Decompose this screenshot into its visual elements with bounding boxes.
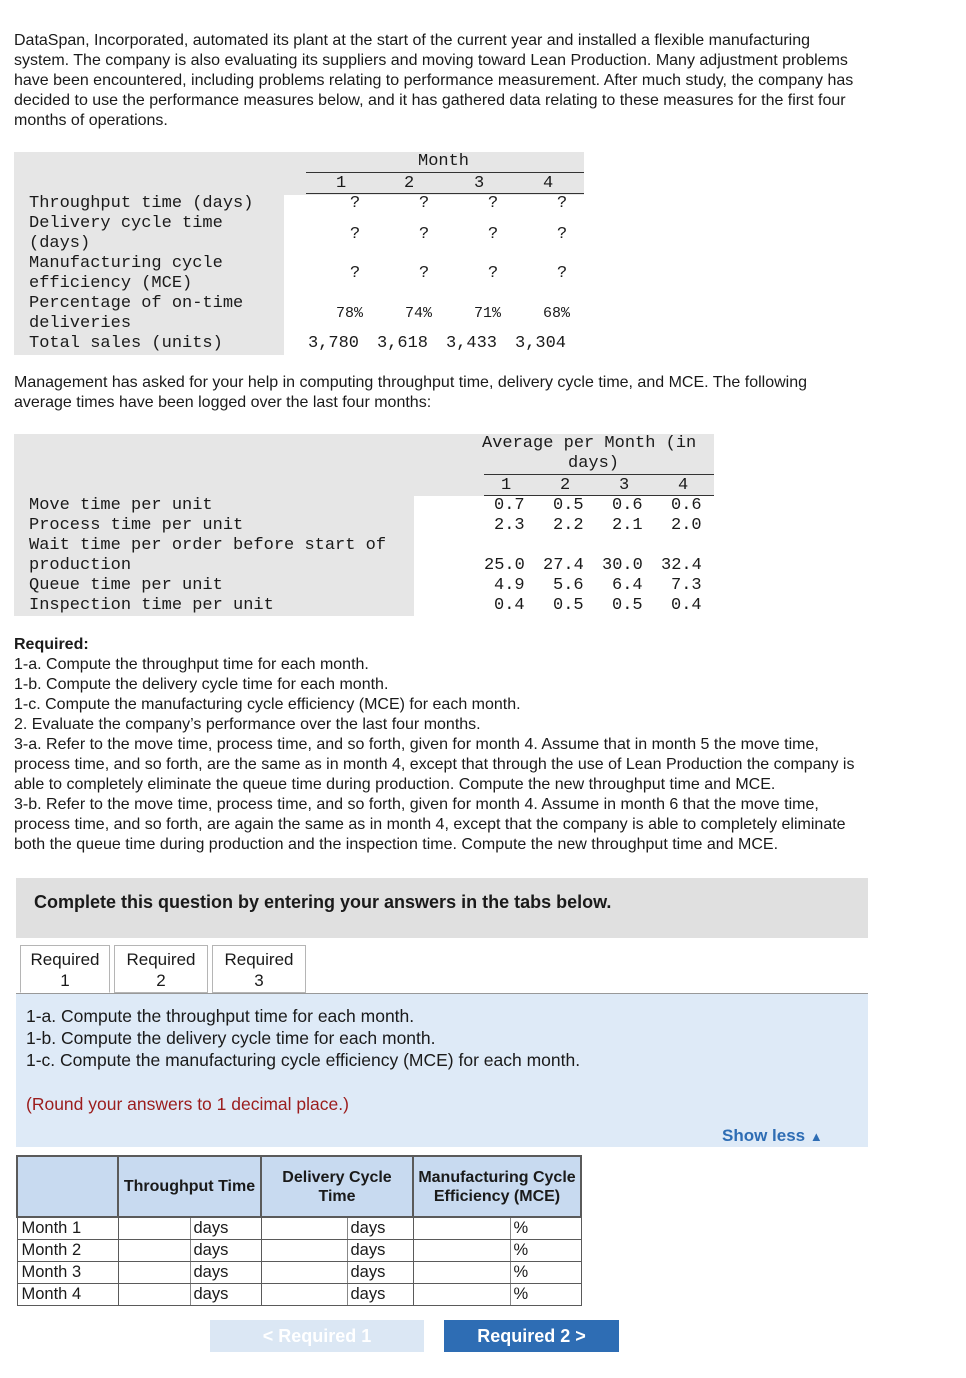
delivery-input[interactable]: [262, 1262, 347, 1283]
tab-number: 3: [254, 971, 264, 990]
required-line: process time, and so forth, are again the same as in month 4, except that the company is able to completely eliminate: [14, 816, 846, 833]
round-note: (Round your answers to 1 decimal place.): [26, 1094, 349, 1114]
table1-cell: 78%: [336, 305, 364, 322]
next-required-button[interactable]: [444, 1320, 619, 1352]
show-less-button[interactable]: [722, 1126, 823, 1146]
table2-header-rule: [484, 474, 714, 475]
delivery-input-cell[interactable]: [261, 1284, 347, 1306]
table1-cell: ?: [419, 194, 430, 213]
required-line: 1-a. Compute the throughput time for each month.: [14, 656, 369, 673]
table2-cell: 0.4: [671, 596, 702, 615]
throughput-input[interactable]: [119, 1262, 190, 1283]
month-label: Month 2: [17, 1240, 118, 1262]
prev-button-label: Required 1: [278, 1326, 372, 1346]
table2-row-label: Move time per unit: [29, 496, 213, 515]
throughput-input[interactable]: [119, 1218, 190, 1239]
mce-header: Manufacturing Cycle Efficiency (MCE): [413, 1156, 581, 1217]
mce-input[interactable]: [414, 1240, 510, 1261]
table1-cell: 74%: [405, 305, 433, 322]
chevron-left-icon: <: [262, 1326, 274, 1346]
table1-month-header: Month: [418, 152, 470, 171]
throughput-input-cell[interactable]: [118, 1284, 190, 1306]
table2-cell: 30.0: [602, 556, 643, 575]
table1-month-col: 4: [543, 174, 554, 193]
table2-month-col: 2: [560, 476, 571, 495]
table2-cell: 0.4: [494, 596, 525, 615]
mce-input-cell[interactable]: [413, 1240, 510, 1262]
required-title: Required:: [14, 636, 89, 653]
throughput-input[interactable]: [119, 1284, 190, 1305]
table2-cell: 27.4: [543, 556, 584, 575]
intro-line: system. The company is also evaluating its suppliers and moving toward Lean Production. Many adjustment problems: [14, 52, 848, 69]
table1-months-rule: [306, 193, 584, 194]
table1-cell: ?: [350, 194, 361, 213]
required-line: 1-c. Compute the manufacturing cycle efficiency (MCE) for each month.: [14, 696, 521, 713]
table1-row-label: Delivery cycle time: [29, 214, 223, 233]
throughput-time-header: Throughput Time: [118, 1156, 261, 1217]
unit-label: days: [190, 1262, 261, 1284]
required-line: able to completely eliminate the queue time during production. Compute the new throughput time and MCE.: [14, 776, 776, 793]
table1-cell: ?: [557, 194, 568, 213]
tab-label: Required: [224, 950, 294, 969]
table1-cell: ?: [419, 264, 430, 283]
table2-cell: 6.4: [612, 576, 643, 595]
required-line: process time, and so forth, are the same as in month 4, except that through the use of Lean Production the company is: [14, 756, 855, 773]
panel-line: 1-c. Compute the manufacturing cycle efficiency (MCE) for each month.: [26, 1050, 581, 1070]
unit-label: days: [347, 1262, 413, 1284]
required-line: 3-a. Refer to the move time, process time, and so forth, given for month 4. Assume that in month 5 the move time,: [14, 736, 819, 753]
delivery-input[interactable]: [262, 1284, 347, 1305]
table1-cell: ?: [488, 264, 499, 283]
mce-input[interactable]: [414, 1284, 510, 1305]
table1-cell: 3,618: [377, 334, 429, 353]
table1-cell: ?: [419, 225, 430, 244]
table-row: [17, 1217, 581, 1240]
table1-row-label: Percentage of on-time: [29, 294, 244, 313]
tab-required-1[interactable]: [20, 945, 110, 993]
delivery-input[interactable]: [262, 1240, 347, 1261]
unit-label: %: [510, 1217, 581, 1240]
table1-cell: 3,433: [446, 334, 498, 353]
tab-number: 2: [156, 971, 166, 990]
table1-row-label: deliveries: [29, 314, 132, 333]
table2-cell: 7.3: [671, 576, 702, 595]
table2-cell: 0.6: [671, 496, 702, 515]
table2-cell: 2.0: [671, 516, 702, 535]
chevron-right-icon: >: [575, 1326, 586, 1346]
tab-label: Required: [30, 950, 100, 969]
table2-row-label: production: [29, 556, 132, 575]
tab-required-3[interactable]: [212, 945, 306, 993]
required-line: both the queue time during production and the inspection time. Compute the new throughput time and MCE.: [14, 836, 779, 853]
unit-label: days: [190, 1240, 261, 1262]
table2-header: days): [568, 454, 620, 473]
table2-row-label: Inspection time per unit: [29, 596, 274, 615]
table-row: [17, 1240, 581, 1262]
intro-line: DataSpan, Incorporated, automated its plant at the start of the current year and installed a flexible manufacturing: [14, 32, 811, 49]
table2-cell: 2.3: [494, 516, 525, 535]
show-less-label: Show less: [722, 1126, 806, 1145]
unit-label: days: [347, 1217, 413, 1240]
mce-input-cell[interactable]: [413, 1262, 510, 1284]
intro-line: have been encountered, including problems relating to performance measurement. After much study, the company has: [14, 72, 854, 89]
panel-line: 1-a. Compute the throughput time for each month.: [26, 1006, 415, 1026]
table2-cell: 0.6: [612, 496, 643, 515]
unit-label: days: [190, 1284, 261, 1306]
intro-paragraph: [14, 31, 954, 131]
table1-month-col: 2: [404, 174, 415, 193]
mce-input[interactable]: [414, 1262, 510, 1283]
table2-row-label: Wait time per order before start of: [29, 536, 387, 555]
table2-cell: 4.9: [494, 576, 525, 595]
triangle-up-icon: ▲: [809, 1129, 823, 1144]
table1-cell: 3,304: [515, 334, 567, 353]
table2-row-label: Process time per unit: [29, 516, 244, 535]
intro-line: months of operations.: [14, 112, 168, 129]
table1-row-label: efficiency (MCE): [29, 274, 193, 293]
mce-input[interactable]: [414, 1218, 510, 1239]
table1-cell: ?: [488, 225, 499, 244]
unit-label: days: [347, 1284, 413, 1306]
intro-line: decided to use the performance measures below, and it has gathered data relating to these measures for the first four: [14, 92, 846, 109]
table2-month-col: 3: [619, 476, 630, 495]
table2-cell: 5.6: [553, 576, 584, 595]
answer-table: [16, 1155, 582, 1306]
table1-month-col: 3: [474, 174, 485, 193]
throughput-input-cell[interactable]: [118, 1240, 190, 1262]
table2-cell: 2.2: [553, 516, 584, 535]
table2-row-label: Queue time per unit: [29, 576, 223, 595]
delivery-input-cell[interactable]: [261, 1217, 347, 1240]
table2-cell: 0.7: [494, 496, 525, 515]
throughput-input-cell[interactable]: [118, 1217, 190, 1240]
tab-label: Required: [126, 950, 196, 969]
table1-cell: ?: [557, 264, 568, 283]
unit-label: %: [510, 1240, 581, 1262]
table2-header: Average per Month (in: [482, 434, 697, 453]
tab-required-2[interactable]: [114, 945, 208, 993]
month-label: Month 4: [17, 1284, 118, 1306]
management-paragraph: [14, 373, 954, 413]
table1-cell: ?: [350, 225, 361, 244]
table1-cell: ?: [557, 225, 568, 244]
table2-cell: 2.1: [612, 516, 643, 535]
required-line: 1-b. Compute the delivery cycle time for each month.: [14, 676, 389, 693]
delivery-input-cell[interactable]: [261, 1262, 347, 1284]
table2-cell: 0.5: [553, 496, 584, 515]
table2-cell: 0.5: [553, 596, 584, 615]
throughput-input[interactable]: [119, 1240, 190, 1261]
table1-row-label: (days): [29, 234, 91, 253]
required-line: 2. Evaluate the company’s performance over the last four months.: [14, 716, 481, 733]
throughput-input-cell[interactable]: [118, 1262, 190, 1284]
instructions-text: Complete this question by entering your answers in the tabs below.: [34, 892, 612, 912]
unit-label: days: [190, 1217, 261, 1240]
table1-row-label: Throughput time (days): [29, 194, 254, 213]
panel-line: 1-b. Compute the delivery cycle time for each month.: [26, 1028, 436, 1048]
next-button-label: Required 2: [477, 1326, 571, 1346]
table1-row-label: Manufacturing cycle: [29, 254, 223, 273]
table1-cell: ?: [350, 264, 361, 283]
table1-cell: 3,780: [308, 334, 360, 353]
month-label: Month 3: [17, 1262, 118, 1284]
required-line: 3-b. Refer to the move time, process time, and so forth, given for month 4. Assume in month 6 that the move time,: [14, 796, 819, 813]
table1-row-label: Total sales (units): [29, 334, 223, 353]
delivery-input-cell[interactable]: [261, 1240, 347, 1262]
delivery-cycle-time-header: Delivery Cycle Time: [261, 1156, 413, 1217]
unit-label: days: [347, 1240, 413, 1262]
tab-number: 1: [60, 971, 70, 990]
table2-month-col: 1: [501, 476, 512, 495]
table1-header-band: [14, 152, 584, 195]
unit-label: %: [510, 1262, 581, 1284]
corner-header: [17, 1156, 118, 1217]
mgmt-line: average times have been logged over the last four months:: [14, 394, 432, 411]
table-row: [17, 1284, 581, 1306]
required-section: [14, 635, 959, 855]
delivery-input[interactable]: [262, 1218, 347, 1239]
month-label: Month 1: [17, 1217, 118, 1240]
table1-header-rule: [306, 172, 584, 173]
table2-cell: 0.5: [612, 596, 643, 615]
table2-cell: 32.4: [661, 556, 702, 575]
table1-cell: ?: [488, 194, 499, 213]
table2-cell: 25.0: [484, 556, 525, 575]
mce-input-cell[interactable]: [413, 1284, 510, 1306]
table1-month-col: 1: [336, 174, 347, 193]
table1-cell: 71%: [474, 305, 502, 322]
table-row: [17, 1262, 581, 1284]
table2-month-col: 4: [678, 476, 689, 495]
mgmt-line: Management has asked for your help in computing throughput time, delivery cycle time, and MCE. The following: [14, 374, 807, 391]
table1-cell: 68%: [543, 305, 571, 322]
prev-required-button[interactable]: [210, 1320, 424, 1352]
unit-label: %: [510, 1284, 581, 1306]
mce-input-cell[interactable]: [413, 1217, 510, 1240]
